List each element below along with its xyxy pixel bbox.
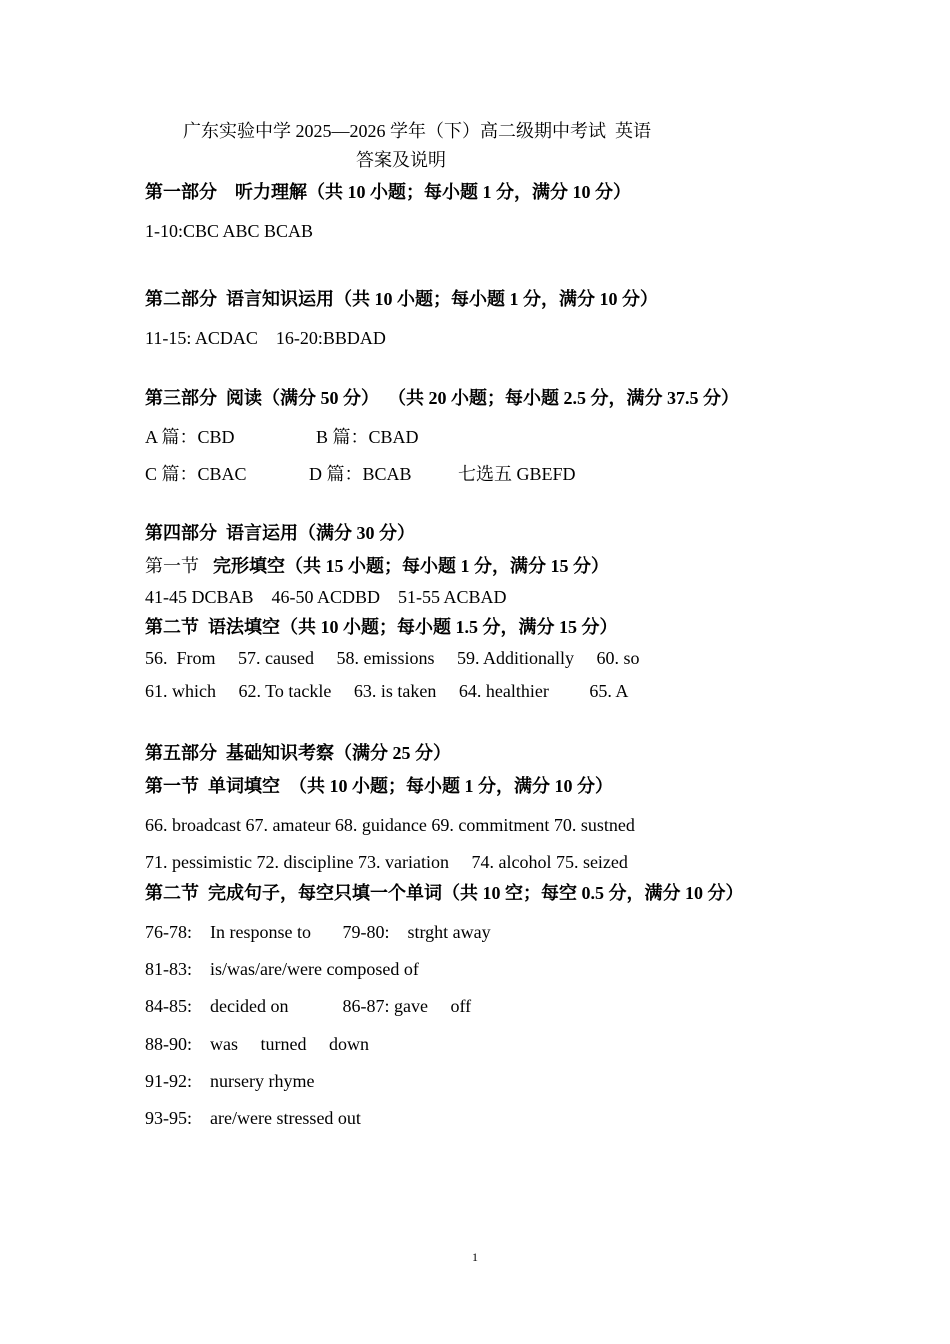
part1-answers: 1-10:CBC ABC BCAB: [145, 221, 314, 241]
grammar-answers-line1: 56. From 57. caused 58. emissions 59. Additionally 60. so: [145, 648, 640, 668]
document-title: 广东实验中学 2025—2026 学年（下）高二级期中考试 英语: [183, 121, 651, 141]
part4-heading: 第四部分 语言运用（满分 30 分）: [145, 523, 415, 543]
page-number: 1: [472, 1250, 478, 1264]
sentence-answer: 88-90: was turned down: [145, 1034, 369, 1054]
part3-passage-d: D 篇：BCAB: [309, 464, 412, 484]
word-answers-line1: 66. broadcast 67. amateur 68. guidance 69. commitment 70. sustned: [145, 815, 635, 835]
sentence-answer: 93-95: are/were stressed out: [145, 1108, 361, 1128]
sentence-answer: 84-85: decided on 86-87: gave off: [145, 996, 472, 1016]
part4-section1-label: 第一节: [145, 556, 199, 576]
part4-section1-heading: 完形填空（共 15 小题；每小题 1 分，满分 15 分）: [213, 556, 609, 576]
part5-heading: 第五部分 基础知识考察（满分 25 分）: [145, 743, 451, 763]
part3-passage-c: C 篇：CBAC: [145, 464, 247, 484]
word-answers-line2: 71. pessimistic 72. discipline 73. variation 74. alcohol 75. seized: [145, 852, 628, 872]
part4-section2-heading: 第二节 语法填空（共 10 小题；每小题 1.5 分，满分 15 分）: [145, 617, 618, 637]
part3-heading: 第三部分 阅读（满分 50 分） （共 20 小题；每小题 2.5 分，满分 37.5 分）: [145, 388, 739, 408]
sentence-answer: 76-78: In response to 79-80: strght away: [145, 922, 491, 942]
part5-section2-heading: 第二节 完成句子，每空只填一个单词（共 10 空；每空 0.5 分，满分 10 分）: [145, 883, 744, 903]
document-subtitle: 答案及说明: [356, 150, 446, 170]
part2-heading: 第二部分 语言知识运用（共 10 小题；每小题 1 分，满分 10 分）: [145, 289, 658, 309]
part2-answers: 11-15: ACDAC 16-20:BBDAD: [145, 328, 386, 348]
part3-seven-choose-five: 七选五 GBEFD: [458, 464, 576, 484]
part4-section1-answers: 41-45 DCBAB 46-50 ACDBD 51-55 ACBAD: [145, 587, 507, 607]
grammar-answers-line2: 61. which 62. To tackle 63. is taken 64. healthier 65. A: [145, 681, 629, 701]
sentence-answer: 81-83: is/was/are/were composed of: [145, 959, 419, 979]
part3-passage-b: B 篇：CBAD: [316, 427, 419, 447]
part1-heading: 第一部分 听力理解（共 10 小题；每小题 1 分，满分 10 分）: [145, 182, 631, 202]
part5-section1-heading: 第一节 单词填空 （共 10 小题；每小题 1 分，满分 10 分）: [145, 776, 613, 796]
part3-passage-a: A 篇：CBD: [145, 427, 235, 447]
sentence-answer: 91-92: nursery rhyme: [145, 1071, 315, 1091]
